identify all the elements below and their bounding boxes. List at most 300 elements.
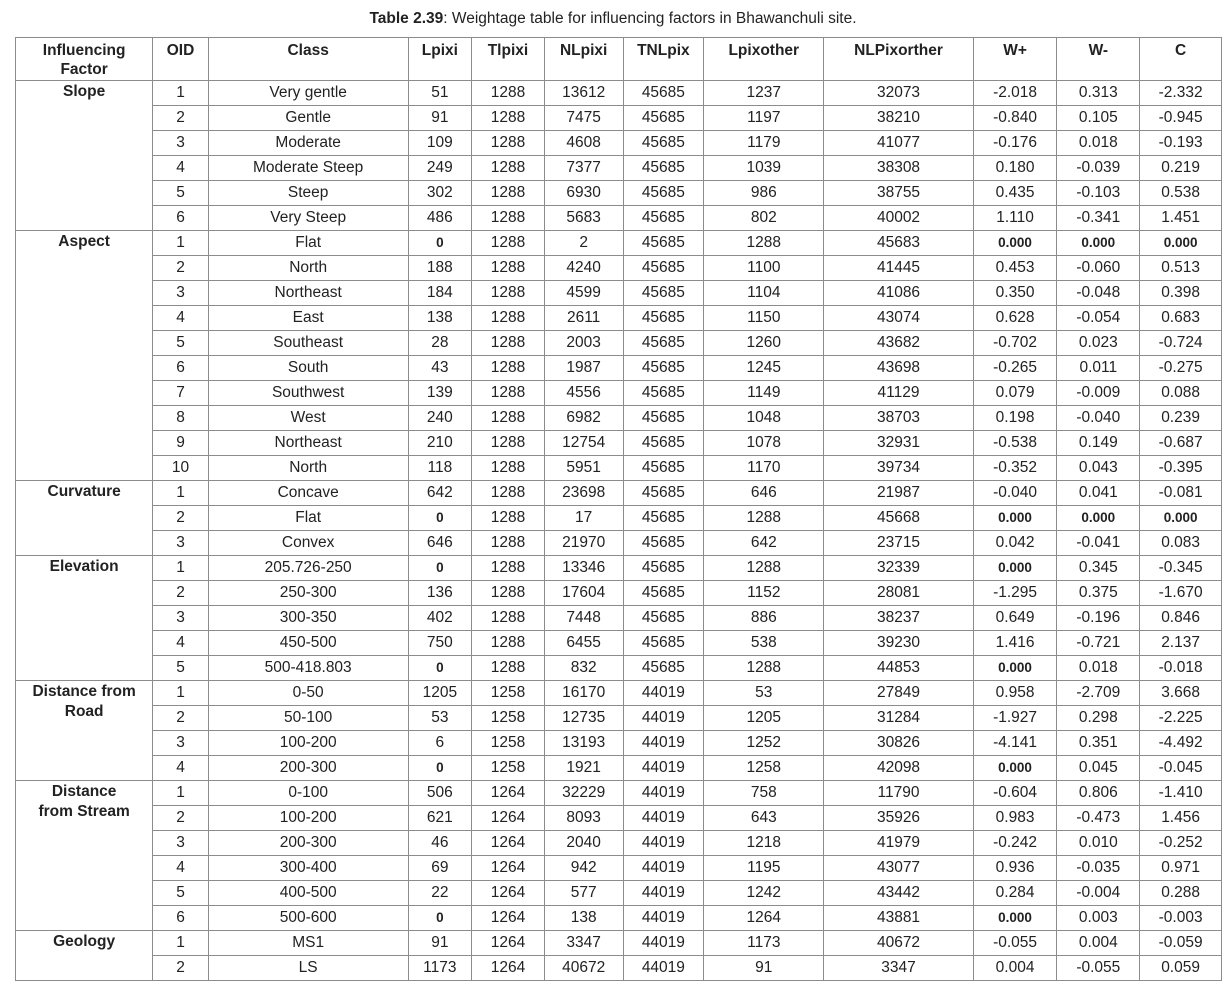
oid-cell: 3 (153, 281, 209, 306)
w-plus-cell: 1.416 (973, 631, 1057, 656)
tlpixi-cell: 1288 (472, 506, 545, 531)
tnlpix-cell: 45685 (623, 606, 704, 631)
w-plus-cell: 0.453 (973, 256, 1057, 281)
lpixi-cell: 109 (408, 131, 472, 156)
class-cell: Moderate Steep (208, 156, 408, 181)
class-cell: North (208, 456, 408, 481)
w-plus-cell: 0.198 (973, 406, 1057, 431)
nlpixi-cell: 40672 (544, 956, 623, 981)
w-plus-cell: 0.000 (973, 506, 1057, 531)
nlpixi-cell: 1987 (544, 356, 623, 381)
table-row (16, 556, 1222, 581)
nlpixorther-cell: 42098 (824, 756, 973, 781)
nlpixi-cell: 4599 (544, 281, 623, 306)
tnlpix-cell: 45685 (623, 531, 704, 556)
nlpixorther-cell: 31284 (824, 706, 973, 731)
w-plus-cell: 0.350 (973, 281, 1057, 306)
lpixother-cell: 1205 (704, 706, 824, 731)
c-cell: -4.492 (1140, 731, 1222, 756)
w-minus-cell: 0.298 (1057, 706, 1140, 731)
c-cell: 0.239 (1140, 406, 1222, 431)
tlpixi-cell: 1288 (472, 381, 545, 406)
w-plus-cell: 0.000 (973, 906, 1057, 931)
lpixi-cell: 139 (408, 381, 472, 406)
class-cell: 100-200 (208, 731, 408, 756)
oid-cell: 1 (153, 556, 209, 581)
nlpixorther-cell: 41086 (824, 281, 973, 306)
nlpixi-cell: 6930 (544, 181, 623, 206)
oid-cell: 8 (153, 406, 209, 431)
tlpixi-cell: 1288 (472, 331, 545, 356)
nlpixorther-cell: 43077 (824, 856, 973, 881)
c-cell: 0.846 (1140, 606, 1222, 631)
w-minus-cell: -0.035 (1057, 856, 1140, 881)
w-plus-cell: 0.079 (973, 381, 1057, 406)
tlpixi-cell: 1258 (472, 756, 545, 781)
header-tnlpix: TNLpix (623, 38, 704, 81)
tnlpix-cell: 45685 (623, 456, 704, 481)
tnlpix-cell: 45685 (623, 431, 704, 456)
tlpixi-cell: 1264 (472, 781, 545, 806)
w-minus-cell: 0.043 (1057, 456, 1140, 481)
c-cell: -0.252 (1140, 831, 1222, 856)
nlpixorther-cell: 43881 (824, 906, 973, 931)
w-plus-cell: 0.000 (973, 556, 1057, 581)
c-cell: -0.045 (1140, 756, 1222, 781)
nlpixi-cell: 17604 (544, 581, 623, 606)
factor-cell: Distance from Stream (16, 781, 153, 931)
c-cell: -0.687 (1140, 431, 1222, 456)
nlpixi-cell: 2003 (544, 331, 623, 356)
tlpixi-cell: 1288 (472, 581, 545, 606)
c-cell: -0.003 (1140, 906, 1222, 931)
nlpixi-cell: 13612 (544, 81, 623, 106)
c-cell: -0.275 (1140, 356, 1222, 381)
table-row (16, 806, 1222, 831)
tlpixi-cell: 1288 (472, 356, 545, 381)
table-number: Table 2.39 (369, 10, 444, 27)
tlpixi-cell: 1288 (472, 606, 545, 631)
c-cell: -1.670 (1140, 581, 1222, 606)
factor-cell: Curvature (16, 481, 153, 556)
nlpixorther-cell: 38210 (824, 106, 973, 131)
table-row (16, 656, 1222, 681)
class-cell: LS (208, 956, 408, 981)
lpixother-cell: 1197 (704, 106, 824, 131)
table-row (16, 131, 1222, 156)
nlpixorther-cell: 45668 (824, 506, 973, 531)
w-minus-cell: -0.473 (1057, 806, 1140, 831)
nlpixorther-cell: 35926 (824, 806, 973, 831)
table-row (16, 706, 1222, 731)
c-cell: -1.410 (1140, 781, 1222, 806)
tlpixi-cell: 1264 (472, 931, 545, 956)
lpixother-cell: 1078 (704, 431, 824, 456)
oid-cell: 2 (153, 106, 209, 131)
oid-cell: 6 (153, 906, 209, 931)
oid-cell: 1 (153, 81, 209, 106)
w-plus-cell: -2.018 (973, 81, 1057, 106)
tnlpix-cell: 44019 (623, 731, 704, 756)
lpixi-cell: 91 (408, 106, 472, 131)
tlpixi-cell: 1288 (472, 306, 545, 331)
oid-cell: 4 (153, 856, 209, 881)
class-cell: 500-418.803 (208, 656, 408, 681)
lpixi-cell: 184 (408, 281, 472, 306)
w-minus-cell: 0.313 (1057, 81, 1140, 106)
class-cell: 300-400 (208, 856, 408, 881)
w-minus-cell: -0.341 (1057, 206, 1140, 231)
tlpixi-cell: 1288 (472, 156, 545, 181)
tnlpix-cell: 44019 (623, 681, 704, 706)
class-cell: East (208, 306, 408, 331)
nlpixorther-cell: 39230 (824, 631, 973, 656)
lpixother-cell: 1288 (704, 231, 824, 256)
w-minus-cell: 0.000 (1057, 231, 1140, 256)
w-plus-cell: 0.936 (973, 856, 1057, 881)
tnlpix-cell: 44019 (623, 856, 704, 881)
tnlpix-cell: 45685 (623, 231, 704, 256)
tnlpix-cell: 45685 (623, 356, 704, 381)
table-row (16, 456, 1222, 481)
w-plus-cell: 0.284 (973, 881, 1057, 906)
nlpixi-cell: 17 (544, 506, 623, 531)
oid-cell: 3 (153, 131, 209, 156)
tlpixi-cell: 1288 (472, 106, 545, 131)
lpixi-cell: 22 (408, 881, 472, 906)
factor-cell: Distance from Road (16, 681, 153, 781)
lpixi-cell: 0 (408, 656, 472, 681)
nlpixorther-cell: 41979 (824, 831, 973, 856)
class-cell: Southwest (208, 381, 408, 406)
c-cell: 2.137 (1140, 631, 1222, 656)
oid-cell: 2 (153, 506, 209, 531)
lpixother-cell: 1288 (704, 506, 824, 531)
c-cell: 0.059 (1140, 956, 1222, 981)
lpixother-cell: 1252 (704, 731, 824, 756)
table-row (16, 256, 1222, 281)
lpixi-cell: 53 (408, 706, 472, 731)
oid-cell: 1 (153, 231, 209, 256)
lpixother-cell: 1039 (704, 156, 824, 181)
tlpixi-cell: 1288 (472, 81, 545, 106)
w-plus-cell: 0.628 (973, 306, 1057, 331)
lpixother-cell: 538 (704, 631, 824, 656)
nlpixi-cell: 13346 (544, 556, 623, 581)
w-minus-cell: 0.105 (1057, 106, 1140, 131)
class-cell: 0-50 (208, 681, 408, 706)
table-row (16, 231, 1222, 256)
nlpixi-cell: 12735 (544, 706, 623, 731)
tlpixi-cell: 1264 (472, 956, 545, 981)
tnlpix-cell: 45685 (623, 156, 704, 181)
nlpixorther-cell: 28081 (824, 581, 973, 606)
lpixi-cell: 1205 (408, 681, 472, 706)
c-cell: -0.395 (1140, 456, 1222, 481)
table-row (16, 531, 1222, 556)
class-cell: Southeast (208, 331, 408, 356)
tnlpix-cell: 44019 (623, 906, 704, 931)
nlpixorther-cell: 38237 (824, 606, 973, 631)
class-cell: 300-350 (208, 606, 408, 631)
lpixi-cell: 0 (408, 906, 472, 931)
nlpixi-cell: 6455 (544, 631, 623, 656)
table-body (16, 81, 1222, 981)
w-plus-cell: 0.180 (973, 156, 1057, 181)
tlpixi-cell: 1288 (472, 281, 545, 306)
lpixi-cell: 46 (408, 831, 472, 856)
lpixother-cell: 643 (704, 806, 824, 831)
lpixother-cell: 1104 (704, 281, 824, 306)
oid-cell: 5 (153, 181, 209, 206)
tlpixi-cell: 1288 (472, 656, 545, 681)
c-cell: -0.059 (1140, 931, 1222, 956)
table-row (16, 281, 1222, 306)
lpixi-cell: 188 (408, 256, 472, 281)
oid-cell: 2 (153, 256, 209, 281)
tlpixi-cell: 1288 (472, 456, 545, 481)
w-plus-cell: -0.242 (973, 831, 1057, 856)
nlpixorther-cell: 38755 (824, 181, 973, 206)
lpixi-cell: 0 (408, 556, 472, 581)
lpixother-cell: 1260 (704, 331, 824, 356)
tlpixi-cell: 1288 (472, 556, 545, 581)
nlpixorther-cell: 40672 (824, 931, 973, 956)
tlpixi-cell: 1264 (472, 881, 545, 906)
nlpixorther-cell: 21987 (824, 481, 973, 506)
class-cell: 50-100 (208, 706, 408, 731)
nlpixorther-cell: 41445 (824, 256, 973, 281)
header-lpixi: Lpixi (408, 38, 472, 81)
w-plus-cell: 0.983 (973, 806, 1057, 831)
oid-cell: 3 (153, 531, 209, 556)
tlpixi-cell: 1288 (472, 631, 545, 656)
table-caption (0, 9, 1232, 29)
w-plus-cell: -1.927 (973, 706, 1057, 731)
w-minus-cell: 0.004 (1057, 931, 1140, 956)
nlpixorther-cell: 32339 (824, 556, 973, 581)
c-cell: 0.513 (1140, 256, 1222, 281)
nlpixorther-cell: 43698 (824, 356, 973, 381)
lpixi-cell: 0 (408, 756, 472, 781)
nlpixi-cell: 7377 (544, 156, 623, 181)
table-row (16, 506, 1222, 531)
w-minus-cell: -0.004 (1057, 881, 1140, 906)
lpixother-cell: 758 (704, 781, 824, 806)
lpixother-cell: 1237 (704, 81, 824, 106)
tnlpix-cell: 44019 (623, 706, 704, 731)
header-w-minus: W- (1057, 38, 1140, 81)
w-plus-cell: 1.110 (973, 206, 1057, 231)
w-minus-cell: 0.149 (1057, 431, 1140, 456)
nlpixi-cell: 23698 (544, 481, 623, 506)
table-row (16, 106, 1222, 131)
lpixi-cell: 43 (408, 356, 472, 381)
nlpixi-cell: 4608 (544, 131, 623, 156)
header-oid: OID (153, 38, 209, 81)
w-plus-cell: -4.141 (973, 731, 1057, 756)
w-minus-cell: -0.009 (1057, 381, 1140, 406)
w-minus-cell: 0.345 (1057, 556, 1140, 581)
table-row (16, 156, 1222, 181)
tlpixi-cell: 1264 (472, 856, 545, 881)
w-minus-cell: -2.709 (1057, 681, 1140, 706)
w-plus-cell: 0.042 (973, 531, 1057, 556)
lpixi-cell: 91 (408, 931, 472, 956)
oid-cell: 1 (153, 781, 209, 806)
oid-cell: 3 (153, 831, 209, 856)
header-class: Class (208, 38, 408, 81)
nlpixi-cell: 2 (544, 231, 623, 256)
table-row (16, 381, 1222, 406)
tlpixi-cell: 1258 (472, 731, 545, 756)
nlpixorther-cell: 43442 (824, 881, 973, 906)
nlpixi-cell: 2611 (544, 306, 623, 331)
class-cell: Flat (208, 231, 408, 256)
lpixi-cell: 0 (408, 506, 472, 531)
c-cell: 0.683 (1140, 306, 1222, 331)
table-row (16, 331, 1222, 356)
table-header (16, 38, 1222, 81)
tnlpix-cell: 45685 (623, 381, 704, 406)
lpixi-cell: 642 (408, 481, 472, 506)
oid-cell: 2 (153, 806, 209, 831)
lpixi-cell: 6 (408, 731, 472, 756)
tlpixi-cell: 1288 (472, 181, 545, 206)
tnlpix-cell: 45685 (623, 281, 704, 306)
header-nlpixorther: NLPixorther (824, 38, 973, 81)
class-cell: Very Steep (208, 206, 408, 231)
nlpixorther-cell: 38308 (824, 156, 973, 181)
w-minus-cell: -0.060 (1057, 256, 1140, 281)
tlpixi-cell: 1288 (472, 431, 545, 456)
lpixi-cell: 69 (408, 856, 472, 881)
tnlpix-cell: 45685 (623, 331, 704, 356)
lpixother-cell: 53 (704, 681, 824, 706)
w-minus-cell: 0.023 (1057, 331, 1140, 356)
table-row (16, 631, 1222, 656)
lpixi-cell: 646 (408, 531, 472, 556)
tnlpix-cell: 45685 (623, 556, 704, 581)
tnlpix-cell: 44019 (623, 806, 704, 831)
w-minus-cell: 0.375 (1057, 581, 1140, 606)
c-cell: 0.219 (1140, 156, 1222, 181)
table-title: : Weightage table for influencing factors in Bhawanchuli site. (443, 10, 857, 27)
header-w-plus: W+ (973, 38, 1057, 81)
w-minus-cell: 0.000 (1057, 506, 1140, 531)
header-nlpixi: NLpixi (544, 38, 623, 81)
lpixi-cell: 136 (408, 581, 472, 606)
w-plus-cell: -0.265 (973, 356, 1057, 381)
lpixother-cell: 1288 (704, 556, 824, 581)
tnlpix-cell: 44019 (623, 781, 704, 806)
lpixi-cell: 240 (408, 406, 472, 431)
table-row (16, 431, 1222, 456)
w-plus-cell: -0.604 (973, 781, 1057, 806)
w-minus-cell: -0.040 (1057, 406, 1140, 431)
nlpixorther-cell: 27849 (824, 681, 973, 706)
lpixi-cell: 302 (408, 181, 472, 206)
table-row (16, 906, 1222, 931)
nlpixorther-cell: 43074 (824, 306, 973, 331)
oid-cell: 2 (153, 956, 209, 981)
oid-cell: 7 (153, 381, 209, 406)
nlpixorther-cell: 32931 (824, 431, 973, 456)
class-cell: MS1 (208, 931, 408, 956)
nlpixorther-cell: 30826 (824, 731, 973, 756)
oid-cell: 4 (153, 156, 209, 181)
header-c: C (1140, 38, 1222, 81)
w-plus-cell: -1.295 (973, 581, 1057, 606)
nlpixorther-cell: 45683 (824, 231, 973, 256)
c-cell: -0.018 (1140, 656, 1222, 681)
tnlpix-cell: 44019 (623, 831, 704, 856)
class-cell: Moderate (208, 131, 408, 156)
nlpixi-cell: 32229 (544, 781, 623, 806)
tlpixi-cell: 1264 (472, 806, 545, 831)
lpixother-cell: 1173 (704, 931, 824, 956)
lpixi-cell: 0 (408, 231, 472, 256)
lpixother-cell: 1242 (704, 881, 824, 906)
oid-cell: 9 (153, 431, 209, 456)
tlpixi-cell: 1258 (472, 706, 545, 731)
factor-cell: Elevation (16, 556, 153, 681)
nlpixi-cell: 5683 (544, 206, 623, 231)
c-cell: 0.088 (1140, 381, 1222, 406)
nlpixorther-cell: 41129 (824, 381, 973, 406)
w-plus-cell: 0.649 (973, 606, 1057, 631)
nlpixi-cell: 138 (544, 906, 623, 931)
oid-cell: 1 (153, 931, 209, 956)
tlpixi-cell: 1258 (472, 681, 545, 706)
lpixother-cell: 1179 (704, 131, 824, 156)
lpixi-cell: 28 (408, 331, 472, 356)
factor-cell: Geology (16, 931, 153, 981)
class-cell: Convex (208, 531, 408, 556)
oid-cell: 2 (153, 706, 209, 731)
lpixother-cell: 91 (704, 956, 824, 981)
nlpixi-cell: 7448 (544, 606, 623, 631)
c-cell: -0.945 (1140, 106, 1222, 131)
class-cell: Steep (208, 181, 408, 206)
nlpixi-cell: 6982 (544, 406, 623, 431)
class-cell: 400-500 (208, 881, 408, 906)
lpixi-cell: 486 (408, 206, 472, 231)
header-influencing-factor: Influencing Factor (16, 38, 153, 81)
nlpixi-cell: 4556 (544, 381, 623, 406)
nlpixi-cell: 13193 (544, 731, 623, 756)
lpixother-cell: 642 (704, 531, 824, 556)
w-plus-cell: 0.000 (973, 231, 1057, 256)
w-minus-cell: -0.055 (1057, 956, 1140, 981)
tnlpix-cell: 45685 (623, 506, 704, 531)
table-row (16, 206, 1222, 231)
lpixother-cell: 1152 (704, 581, 824, 606)
w-minus-cell: -0.103 (1057, 181, 1140, 206)
tnlpix-cell: 45685 (623, 406, 704, 431)
oid-cell: 4 (153, 306, 209, 331)
lpixi-cell: 210 (408, 431, 472, 456)
nlpixorther-cell: 11790 (824, 781, 973, 806)
w-plus-cell: -0.055 (973, 931, 1057, 956)
table-row (16, 831, 1222, 856)
c-cell: 1.451 (1140, 206, 1222, 231)
w-plus-cell: -0.538 (973, 431, 1057, 456)
lpixother-cell: 1149 (704, 381, 824, 406)
tnlpix-cell: 45685 (623, 106, 704, 131)
tlpixi-cell: 1288 (472, 131, 545, 156)
table-row (16, 956, 1222, 981)
